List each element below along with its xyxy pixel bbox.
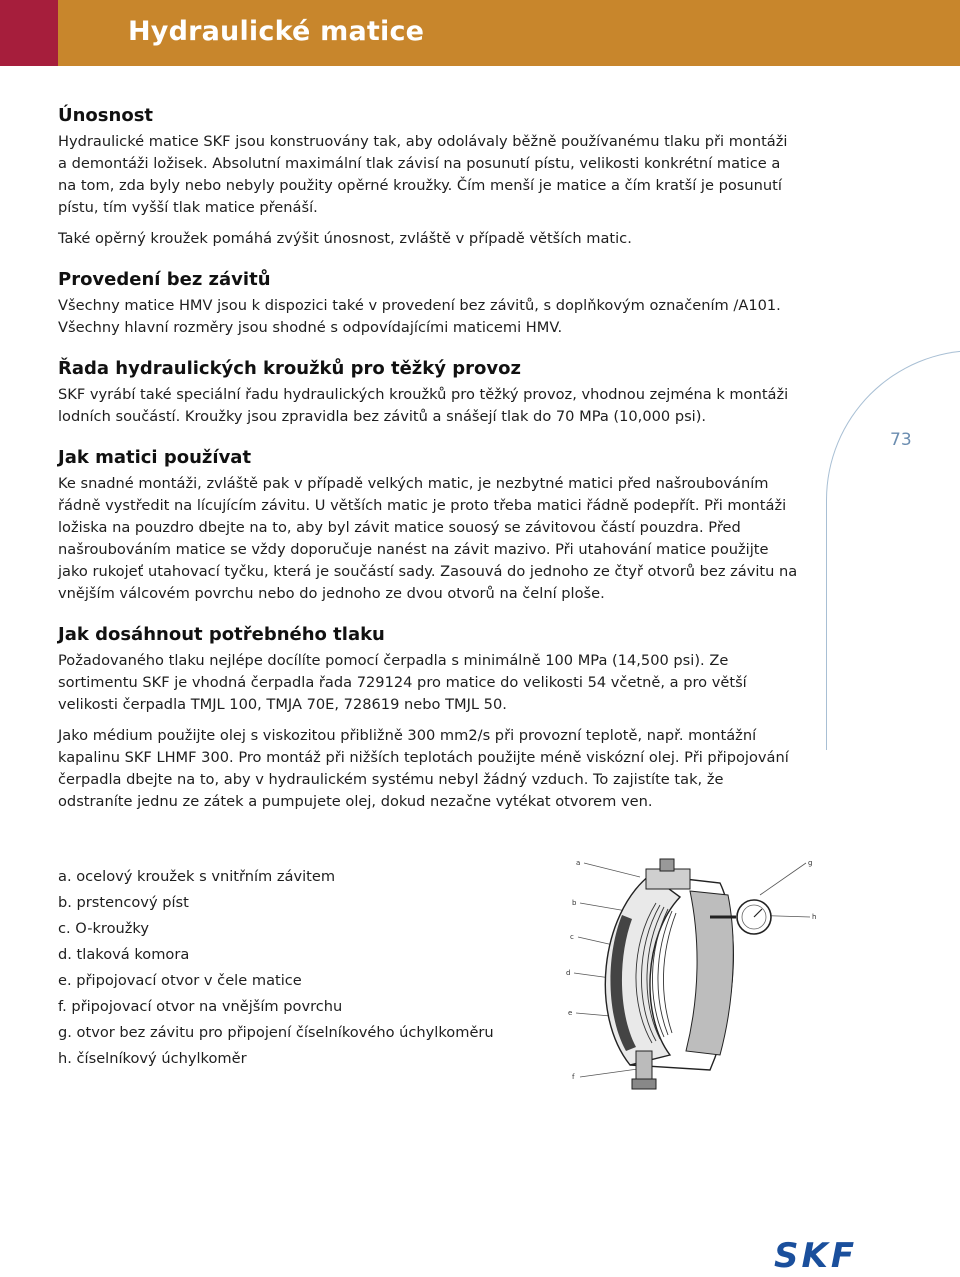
section-paragraph: Požadovaného tlaku nejlépe docílíte pomocí čerpadla s minimálně 100 MPa (14,500 psi). Ze sortimentu SKF je vhodná čerpadla řada 729124 pro matice do velikosti 54 včetně, a pro větší velikosti čerpadla TMJL 100, TMJA 70E, 728619 nebo TMJL 50. — [58, 652, 747, 713]
skf-logo-text: SKF — [774, 1236, 858, 1276]
section-heading: Jak dosáhnout potřebného tlaku — [58, 624, 385, 645]
diagram-legend — [58, 864, 518, 1072]
section-paragraph: Také opěrný kroužek pomáhá zvýšit únosnost, zvláště v případě větších matic. — [58, 230, 632, 247]
section-heading: Provedení bez závitů — [58, 269, 271, 290]
diagram-label-c: c — [570, 933, 574, 941]
section-heading: Únosnost — [58, 105, 154, 126]
section-provedeni — [58, 268, 798, 339]
section-paragraph: SKF vyrábí také speciální řadu hydraulických kroužků pro těžký provoz, vhodnou zejména k montáži lodních součástí. Kroužky jsou zpravidla bez závitů a snášejí tlak do 70 MPa (10,000 psi). — [58, 386, 789, 425]
section-paragraph: Všechny matice HMV jsou k dispozici také v provedení bez závitů, s doplňkovým označením /A101. Všechny hlavní rozměry jsou shodné s odpovídajícími maticemi HMV. — [58, 297, 781, 336]
legend-item: f. připojovací otvor na vnějším povrchu — [58, 998, 343, 1015]
hydraulic-nut-diagram — [560, 855, 820, 1095]
diagram-label-b: b — [572, 899, 577, 907]
diagram-label-e: e — [568, 1009, 573, 1017]
legend-item: b. prstencový píst — [58, 894, 189, 911]
legend-item: g. otvor bez závitu pro připojení číselníkového úchylkoměru — [58, 1024, 494, 1041]
header-accent-tab — [0, 0, 58, 66]
legend-item: c. O-kroužky — [58, 920, 149, 937]
legend-item: d. tlaková komora — [58, 946, 190, 963]
skf-logo — [774, 1238, 914, 1274]
diagram-label-d: d — [566, 969, 571, 977]
section-heading: Řada hydraulických kroužků pro těžký provoz — [58, 358, 521, 379]
page-title: Hydraulické matice — [128, 16, 425, 47]
legend-item: h. číselníkový úchylkoměr — [58, 1050, 247, 1067]
diagram-label-g: g — [808, 859, 813, 867]
page-number: 73 — [890, 430, 912, 450]
section-rada-krouzku — [58, 357, 798, 428]
page-header — [0, 0, 960, 66]
section-jak-pouzivat — [58, 446, 798, 605]
legend-item: e. připojovací otvor v čele matice — [58, 972, 302, 989]
decorative-arc — [826, 350, 960, 750]
legend-item: a. ocelový kroužek s vnitřním závitem — [58, 868, 336, 885]
diagram-label-a: a — [576, 859, 581, 867]
section-paragraph: Jako médium použijte olej s viskozitou přibližně 300 mm2/s při provozní teplotě, např. montážní kapalinu SKF LHMF 300. Pro montáž při nižších teplotách použijte méně viskózní olej. Při připojování čerpadla dbejte na to, aby v hydraulickém systému nebyl žádný vzduch. To zajistíte tak, že odstraníte jednu ze zátek a pumpujete olej, dokud nezačne vytékat otvorem ven. — [58, 727, 789, 810]
main-content — [58, 104, 798, 831]
section-paragraph: Hydraulické matice SKF jsou konstruovány tak, aby odolávaly běžně používanému tlaku při montáži a demontáži ložisek. Absolutní maximální tlak závisí na posunutí pístu, velikosti konkrétní matice a na tom, zda byly nebo nebyly použity opěrné kroužky. Čím menší je matice a čím kratší je posunutí pístu, tím vyšší tlak matice přenáší. — [58, 133, 788, 216]
section-paragraph: Ke snadné montáži, zvláště pak v případě velkých matic, je nezbytné matici před našroubováním řádně vystředit na lícujícím závitu. U větších matic je proto třeba matici řádně podepřít. Při montáži ložiska na pouzdro dbejte na to, aby byl závit matice souosý se závitovou částí pouzdra. Před našroubováním matice se vždy doporučuje nanést na závit mazivo. Při utahování matice použijte jako rukojeť utahovací tyčku, která je součástí sady. Zasouvá do jednoho ze čtyř otvorů bez závitu na vnějším válcovém povrchu nebo do jednoho ze dvou otvorů na čelní ploše. — [58, 475, 798, 602]
diagram-label-f: f — [572, 1073, 575, 1081]
section-heading: Jak matici používat — [58, 447, 252, 468]
section-tlak — [58, 623, 798, 813]
diagram-label-h: h — [812, 913, 817, 921]
section-unosnost — [58, 104, 798, 250]
